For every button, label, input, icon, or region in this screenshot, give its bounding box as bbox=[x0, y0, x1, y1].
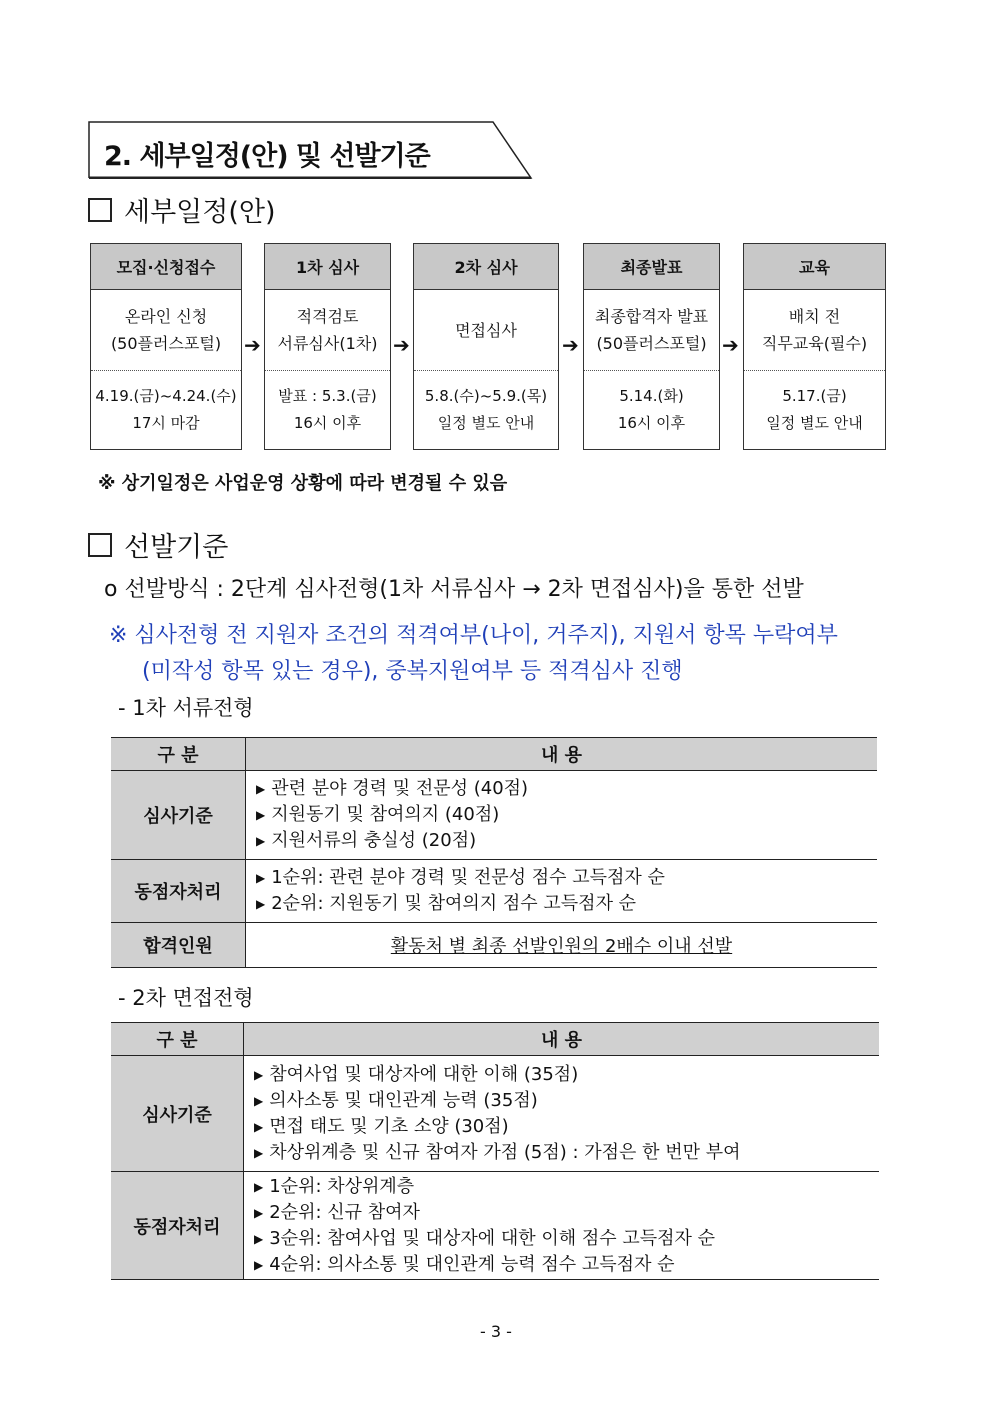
schedule-mid-line: 서류심사(1차) bbox=[277, 334, 378, 353]
list-item-text: 지원서류의 충실성 (20점) bbox=[271, 830, 477, 851]
triangle-bullet-icon: ▶ bbox=[256, 808, 266, 822]
checkbox-square-icon bbox=[88, 198, 112, 222]
row-content bbox=[246, 771, 878, 860]
selection-notice-line2: (미작성 항목 있는 경우), 중복지원여부 등 적격심사 진행 bbox=[142, 659, 683, 684]
row-category: 심사기준 bbox=[111, 771, 246, 860]
list-item bbox=[254, 1200, 878, 1226]
list-item-text: 3순위: 참여사업 및 대상자에 대한 이해 점수 고득점자 순 bbox=[269, 1227, 716, 1249]
list-item-text: 면접 태도 및 기초 소양 (30점) bbox=[269, 1115, 509, 1137]
round1-label: - 1차 서류전형 bbox=[118, 696, 254, 720]
schedule-box-mid bbox=[744, 290, 885, 371]
round1-table bbox=[111, 737, 877, 968]
arrow-icon: ➔ bbox=[244, 333, 261, 357]
list-item bbox=[254, 1114, 878, 1140]
schedule-mid-line: 최종합격자 발표 bbox=[594, 307, 709, 326]
list-item-text: 의사소통 및 대인관계 능력 (35점) bbox=[269, 1089, 538, 1111]
table-header-content: 내 용 bbox=[246, 738, 878, 771]
schedule-box-second-review bbox=[413, 243, 559, 450]
checkbox-square-icon bbox=[88, 533, 112, 557]
list-item bbox=[254, 1088, 878, 1114]
list-item-text: 관련 분야 경력 및 전문성 (40점) bbox=[271, 778, 529, 799]
row-content bbox=[246, 923, 878, 968]
list-item bbox=[256, 776, 876, 802]
schedule-box-head: 2차 심사 bbox=[414, 244, 558, 290]
schedule-date-line: 4.19.(금)~4.24.(수) bbox=[95, 387, 237, 405]
schedule-box-date bbox=[91, 371, 241, 449]
triangle-bullet-icon: ▶ bbox=[254, 1093, 264, 1108]
triangle-bullet-icon: ▶ bbox=[256, 871, 266, 885]
schedule-box-date bbox=[584, 371, 719, 449]
schedule-mid-line: (50플러스포털) bbox=[110, 334, 222, 353]
round2-table bbox=[111, 1022, 879, 1280]
row-category: 심사기준 bbox=[111, 1056, 244, 1172]
row-content bbox=[246, 860, 878, 923]
table-row bbox=[111, 1056, 879, 1172]
triangle-bullet-icon: ▶ bbox=[254, 1179, 264, 1194]
list-item-text: 차상위계층 및 신규 참여자 가점 (5점) : 가점은 한 번만 부여 bbox=[269, 1141, 741, 1163]
schedule-date-line: 5.8.(수)~5.9.(목) bbox=[424, 387, 548, 405]
schedule-box-mid bbox=[91, 290, 241, 371]
list-item bbox=[256, 865, 876, 891]
list-item-text: 2순위: 지원동기 및 참여의지 점수 고득점자 순 bbox=[271, 893, 637, 914]
table-header-content: 내 용 bbox=[244, 1023, 880, 1056]
row-category: 동점자처리 bbox=[111, 860, 246, 923]
list-item bbox=[254, 1226, 878, 1252]
table-row bbox=[111, 923, 877, 968]
schedule-box-head: 교육 bbox=[744, 244, 885, 290]
schedule-box-date bbox=[265, 371, 390, 449]
table-header-category: 구 분 bbox=[111, 1023, 244, 1056]
list-item bbox=[256, 891, 876, 917]
list-item bbox=[254, 1252, 878, 1278]
table-row bbox=[111, 1172, 879, 1280]
triangle-bullet-icon: ▶ bbox=[254, 1257, 264, 1272]
table-header-category: 구 분 bbox=[111, 738, 246, 771]
schedule-heading bbox=[88, 190, 275, 229]
list-item bbox=[254, 1174, 878, 1200]
list-item-text: 2순위: 신규 참여자 bbox=[269, 1201, 420, 1223]
pass-count-text: 활동처 별 최종 선발인원의 2배수 이내 선발 bbox=[390, 936, 733, 957]
schedule-note: ※ 상기일정은 사업운영 상황에 따라 변경될 수 있음 bbox=[98, 473, 508, 494]
schedule-date-line: 발표 : 5.3.(금) bbox=[278, 387, 377, 405]
page-number: - 3 - bbox=[480, 1322, 512, 1341]
table-row bbox=[111, 771, 877, 860]
arrow-icon: ➔ bbox=[722, 333, 739, 357]
list-item-text: 4순위: 의사소통 및 대인관계 능력 점수 고득점자 순 bbox=[269, 1253, 675, 1275]
schedule-date-line: 일정 별도 안내 bbox=[437, 414, 535, 432]
schedule-heading-text: 세부일정(안) bbox=[124, 197, 276, 228]
triangle-bullet-icon: ▶ bbox=[256, 897, 266, 911]
row-content bbox=[244, 1172, 880, 1280]
schedule-mid-line: 직무교육(필수) bbox=[761, 334, 868, 353]
selection-method: o 선발방식 : 2단계 심사전형(1차 서류심사 → 2차 면접심사)을 통한 선발 bbox=[104, 577, 804, 602]
triangle-bullet-icon: ▶ bbox=[254, 1119, 264, 1134]
arrow-icon: ➔ bbox=[562, 333, 579, 357]
schedule-mid-line: (50플러스포털) bbox=[596, 334, 707, 353]
selection-heading-text: 선발기준 bbox=[124, 532, 229, 563]
schedule-box-mid bbox=[414, 290, 558, 371]
schedule-box-first-review bbox=[264, 243, 391, 450]
triangle-bullet-icon: ▶ bbox=[254, 1205, 264, 1220]
row-content bbox=[244, 1056, 880, 1172]
schedule-date-line: 16시 이후 bbox=[617, 414, 686, 432]
schedule-mid-line: 적격검토 bbox=[296, 307, 359, 326]
table-row bbox=[111, 860, 877, 923]
schedule-box-recruit bbox=[90, 243, 242, 450]
list-item bbox=[254, 1062, 878, 1088]
schedule-box-head: 1차 심사 bbox=[265, 244, 390, 290]
list-item bbox=[254, 1140, 878, 1166]
section-header bbox=[88, 121, 533, 179]
triangle-bullet-icon: ▶ bbox=[254, 1145, 264, 1160]
triangle-bullet-icon: ▶ bbox=[256, 782, 266, 796]
list-item bbox=[256, 828, 876, 854]
schedule-box-head: 최종발표 bbox=[584, 244, 719, 290]
schedule-mid-line: 배치 전 bbox=[788, 307, 841, 326]
schedule-box-final bbox=[583, 243, 720, 450]
schedule-box-mid bbox=[265, 290, 390, 371]
row-category: 동점자처리 bbox=[111, 1172, 244, 1280]
schedule-mid-line: 온라인 신청 bbox=[124, 307, 208, 326]
schedule-date-line: 17시 마감 bbox=[132, 414, 200, 432]
list-item-text: 1순위: 차상위계층 bbox=[269, 1175, 415, 1197]
schedule-date-line: 5.17.(금) bbox=[782, 387, 847, 405]
round2-label: - 2차 면접전형 bbox=[118, 986, 254, 1010]
list-item-text: 1순위: 관련 분야 경력 및 전문성 점수 고득점자 순 bbox=[271, 867, 665, 888]
list-item bbox=[256, 802, 876, 828]
schedule-box-head: 모집·신청접수 bbox=[91, 244, 241, 290]
selection-notice-line1: ※ 심사전형 전 지원자 조건의 적격여부(나이, 거주지), 지원서 항목 누락여부 bbox=[109, 623, 838, 648]
schedule-date-line: 일정 별도 안내 bbox=[766, 414, 863, 432]
schedule-date-line: 16시 이후 bbox=[293, 414, 362, 432]
triangle-bullet-icon: ▶ bbox=[256, 834, 266, 848]
arrow-icon: ➔ bbox=[393, 333, 410, 357]
row-category: 합격인원 bbox=[111, 923, 246, 968]
schedule-box-mid bbox=[584, 290, 719, 371]
schedule-mid-line: 면접심사 bbox=[455, 320, 517, 340]
section-title: 2. 세부일정(안) 및 선발기준 bbox=[104, 141, 430, 172]
schedule-box-education bbox=[743, 243, 886, 450]
list-item-text: 참여사업 및 대상자에 대한 이해 (35점) bbox=[269, 1063, 579, 1085]
schedule-box-date bbox=[744, 371, 885, 449]
triangle-bullet-icon: ▶ bbox=[254, 1231, 264, 1246]
schedule-box-date bbox=[414, 371, 558, 449]
selection-heading bbox=[88, 525, 228, 564]
schedule-date-line: 5.14.(화) bbox=[619, 387, 684, 405]
list-item-text: 지원동기 및 참여의지 (40점) bbox=[271, 804, 500, 825]
triangle-bullet-icon: ▶ bbox=[254, 1067, 264, 1082]
